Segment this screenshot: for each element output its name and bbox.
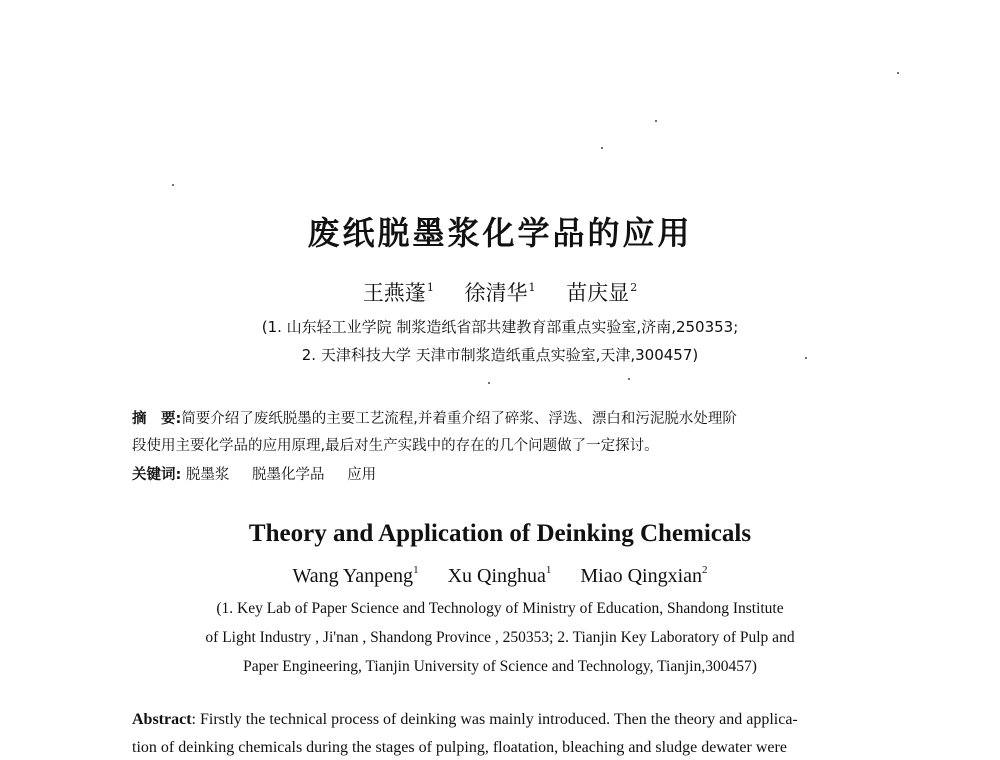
english-abstract-line-2: tion of deinking chemicals during the stages of pulping, floatation, bleaching and sludge dewater were bbox=[132, 739, 787, 756]
english-affiliation-line-2: of Light Industry , Ji'nan , Shandong Province , 250353; 2. Tianjin Key Laboratory of Pulp and bbox=[205, 629, 795, 646]
author-1: Wang Yanpeng$^1$ bbox=[292, 564, 419, 587]
scan-speck bbox=[488, 382, 490, 384]
scan-speck bbox=[897, 72, 899, 74]
chinese-abstract-label: 摘 要: bbox=[132, 411, 182, 427]
keyword-item: 脱墨浆 bbox=[185, 467, 230, 483]
keyword-item: 脱墨化学品 bbox=[252, 467, 325, 483]
chinese-affiliation-line-2: 2. 天津科技大学 天津市制浆造纸重点实验室,天津,300457) bbox=[301, 346, 699, 364]
author-2: 徐清华$^1$ bbox=[464, 281, 536, 305]
scan-speck bbox=[805, 357, 807, 359]
keywords-label: 关键词: bbox=[132, 467, 182, 483]
english-affiliation-line-3: Paper Engineering, Tianjin University of Science and Technology, Tianjin,300457) bbox=[243, 658, 757, 675]
english-authors bbox=[0, 564, 1000, 588]
english-abstract-label: Abstract bbox=[132, 711, 192, 728]
scan-speck bbox=[172, 184, 174, 186]
chinese-affiliation-line-1: (1. 山东轻工业学院 制浆造纸省部共建教育部重点实验室,济南,250353; bbox=[261, 318, 739, 336]
english-title: Theory and Application of Deinking Chemicals bbox=[248, 520, 752, 547]
author-3: 苗庆显$^2$ bbox=[566, 281, 638, 305]
english-abstract-line-1: Abstract: Firstly the technical process of deinking was mainly introduced. Then the theory and applica- bbox=[132, 711, 798, 728]
keyword-item: 应用 bbox=[347, 467, 377, 483]
scan-speck bbox=[628, 378, 630, 380]
scan-speck bbox=[655, 120, 657, 122]
author-1: 王燕蓬$^1$ bbox=[362, 281, 434, 305]
author-2: Xu Qinghua$^1$ bbox=[447, 564, 552, 587]
chinese-authors bbox=[0, 277, 1000, 307]
chinese-abstract-line-1: 摘 要:简要介绍了废纸脱墨的主要工艺流程,并着重介绍了碎浆、浮选、漂白和污泥脱水处理阶 bbox=[132, 411, 737, 427]
english-affiliation-line-1: (1. Key Lab of Paper Science and Technology of Ministry of Education, Shandong Institute bbox=[216, 600, 784, 617]
chinese-abstract-line-2: 段使用主要化学品的应用原理,最后对生产实践中的存在的几个问题做了一定探讨。 bbox=[132, 438, 659, 454]
scan-speck bbox=[601, 147, 603, 149]
chinese-keywords bbox=[132, 462, 892, 489]
author-3: Miao Qingxian$^2$ bbox=[580, 564, 708, 587]
chinese-title: 废纸脱墨浆化学品的应用 bbox=[307, 214, 693, 252]
